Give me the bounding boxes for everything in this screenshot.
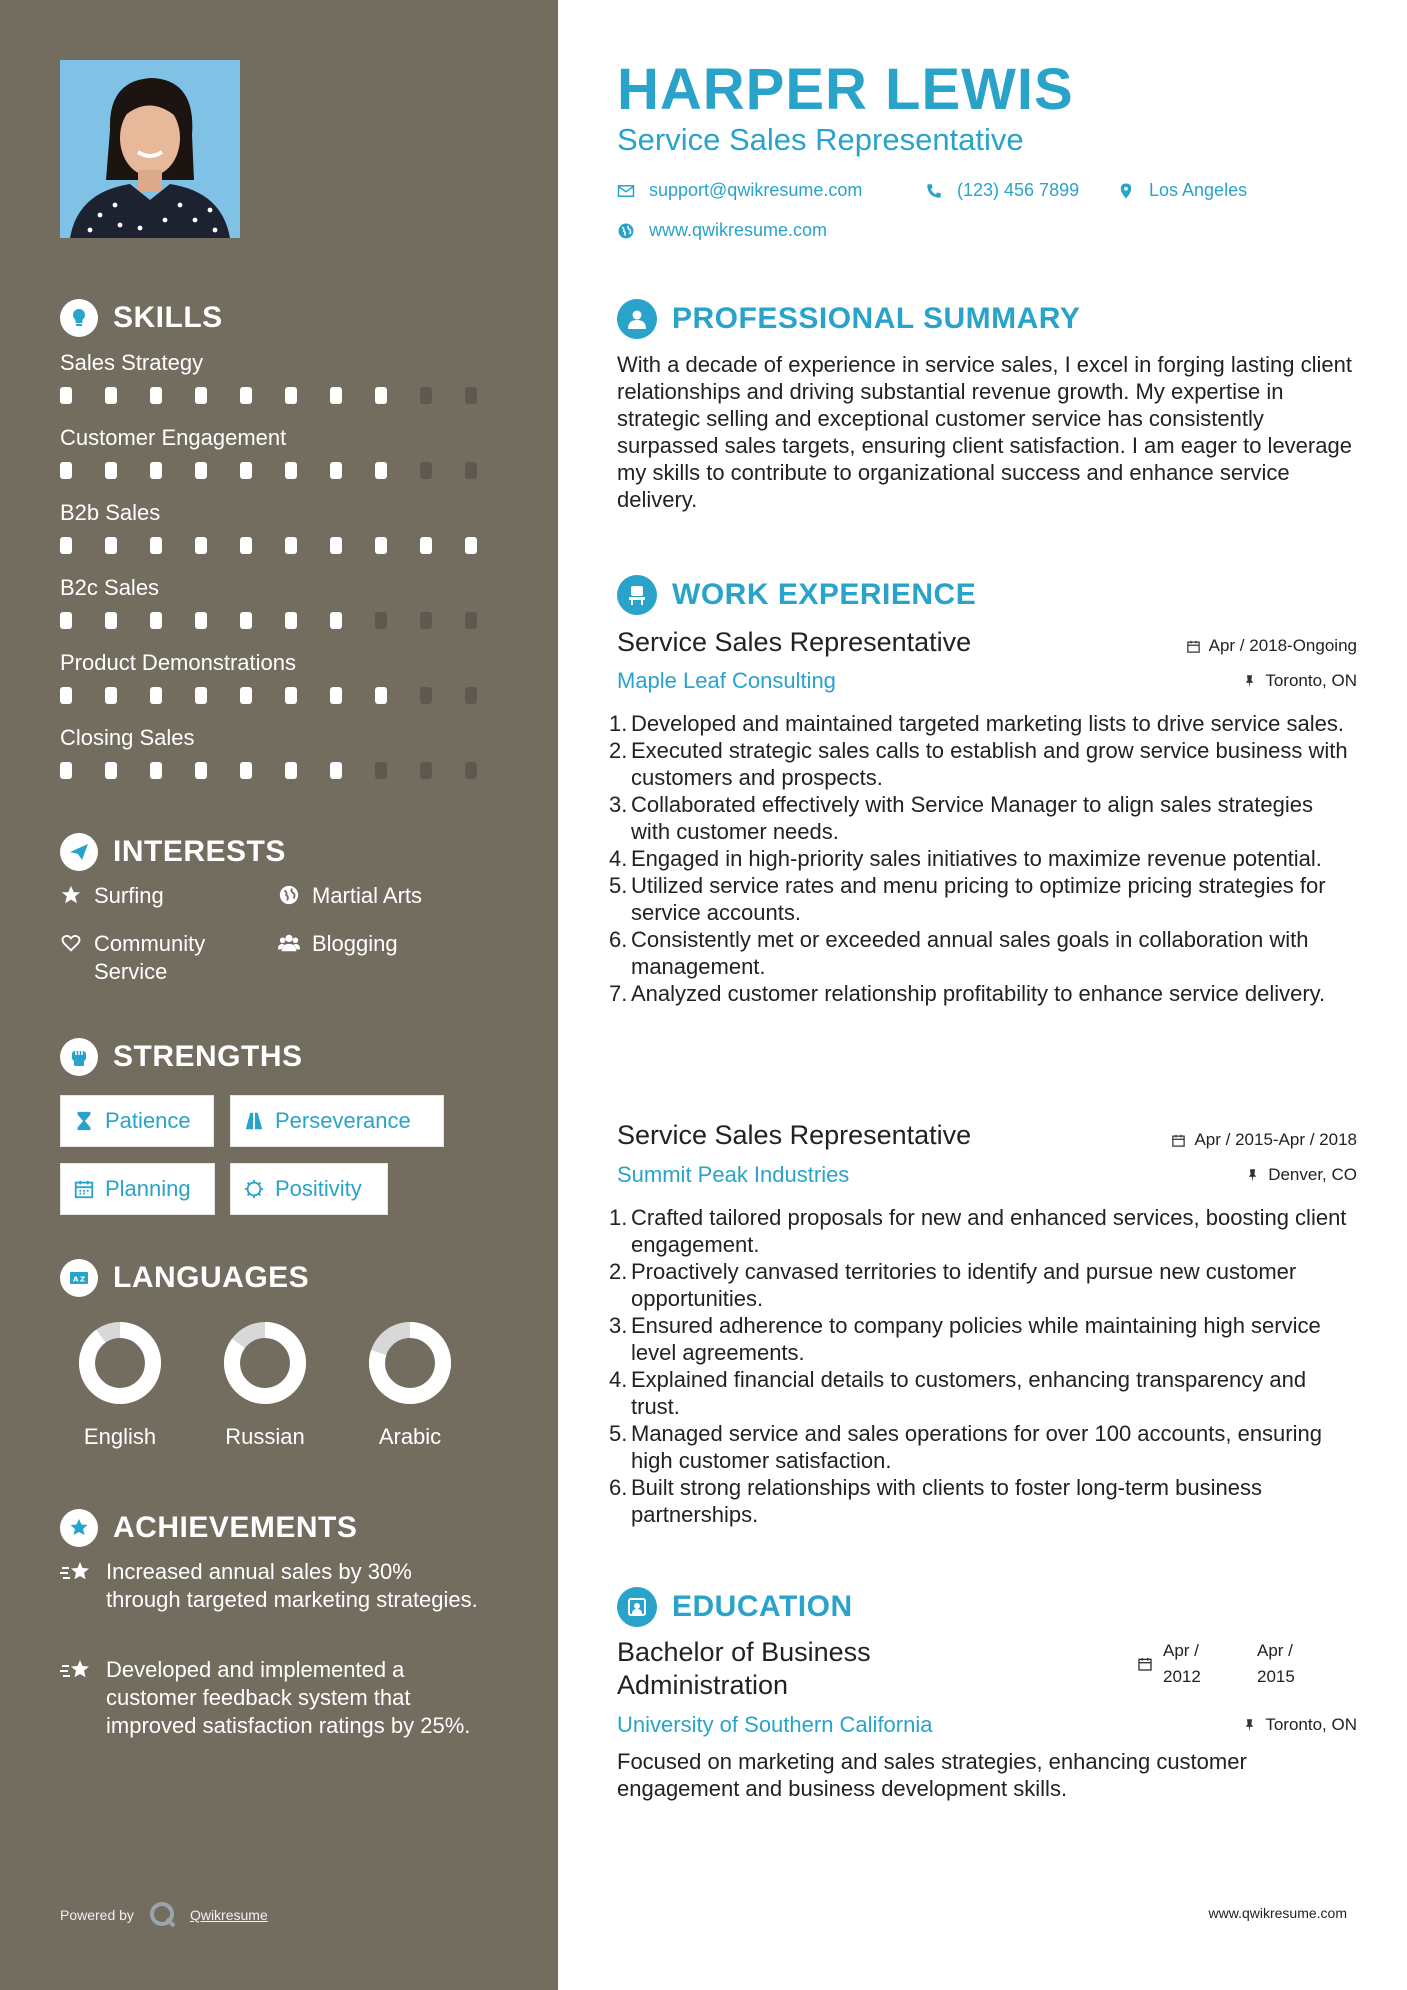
- language-name: Russian: [225, 1424, 305, 1449]
- bullet-number: 1.: [609, 1205, 628, 1230]
- rating-dot: [285, 762, 297, 779]
- paper-plane-icon: [60, 833, 98, 871]
- rating-dot: [330, 387, 342, 404]
- rating-dot: [420, 462, 432, 479]
- bullet-item: [609, 1204, 1349, 1258]
- svg-text:Z: Z: [80, 1275, 86, 1284]
- skills-heading: [60, 298, 223, 338]
- pin-icon: [1242, 1718, 1257, 1733]
- heart-icon: [60, 932, 82, 954]
- skill-rating: [60, 612, 510, 629]
- bullet-number: 6.: [609, 927, 628, 952]
- rating-dot: [240, 537, 252, 554]
- rating-dot: [285, 612, 297, 629]
- strength-chip-positivity: [230, 1163, 388, 1215]
- rating-dot: [60, 762, 72, 779]
- skill-item: [60, 423, 510, 498]
- rating-dot: [375, 762, 387, 779]
- hourglass-icon: [73, 1110, 95, 1132]
- rating-dot: [195, 462, 207, 479]
- education-location: [1242, 1715, 1357, 1735]
- graduate-icon: [617, 1587, 657, 1627]
- bullet-text: Built strong relationships with clients to foster long-term business partnerships.: [631, 1475, 1262, 1527]
- bullet-text: Consistently met or exceeded annual sales goals in collaboration with management.: [631, 927, 1309, 979]
- calendar-icon: [1137, 1656, 1153, 1672]
- skill-item: [60, 573, 510, 648]
- strength-label: Patience: [105, 1108, 191, 1133]
- bullet-item: [609, 980, 1349, 1007]
- skill-name: Customer Engagement: [60, 425, 287, 450]
- bullet-item: [609, 791, 1349, 845]
- contact-email[interactable]: [617, 180, 862, 201]
- job-title: Service Sales Representative: [617, 1120, 972, 1150]
- bullet-text: Explained financial details to customers, enhancing transparency and trust.: [631, 1367, 1307, 1419]
- rating-dot: [375, 612, 387, 629]
- skill-rating: [60, 537, 510, 554]
- rating-dot: [420, 687, 432, 704]
- rating-dot: [420, 537, 432, 554]
- rating-dot: [195, 687, 207, 704]
- rating-dot: [240, 762, 252, 779]
- job-date-text: Apr / 2015-Apr / 2018: [1194, 1130, 1357, 1149]
- rating-dot: [285, 537, 297, 554]
- job-location: [1242, 671, 1357, 691]
- rating-dot: [330, 537, 342, 554]
- rating-dot: [375, 537, 387, 554]
- job-date: [1186, 636, 1357, 656]
- profile-photo: [60, 60, 240, 238]
- achievement-item: [60, 1656, 490, 1740]
- strength-chip-patience: [60, 1095, 214, 1147]
- skill-rating: [60, 462, 510, 479]
- education-start-date: Apr / 2012: [1163, 1641, 1201, 1686]
- interest-label: Surfing: [94, 883, 164, 908]
- shooting-star-icon: [60, 1658, 94, 1686]
- rating-dot: [150, 762, 162, 779]
- bullet-item: [609, 737, 1349, 791]
- achievement-item: [60, 1558, 490, 1614]
- rating-dot: [465, 462, 477, 479]
- skill-item: [60, 348, 510, 423]
- strength-label: Planning: [105, 1176, 191, 1201]
- bullet-text: Analyzed customer relationship profitability to enhance service delivery.: [631, 981, 1326, 1006]
- bullet-number: 4.: [609, 846, 628, 871]
- bullet-text: Crafted tailored proposals for new and enhanced services, boosting client engagement.: [631, 1205, 1347, 1257]
- job-location: [1245, 1165, 1357, 1185]
- road-icon: [243, 1110, 265, 1132]
- bullet-text: Executed strategic sales calls to establish and grow service business with customers and prospects.: [631, 738, 1348, 790]
- globe-icon: [278, 884, 300, 906]
- star-badge-icon: [60, 1509, 98, 1547]
- rating-dot: [240, 612, 252, 629]
- language-name: English: [83, 1424, 157, 1449]
- footer-website[interactable]: www.qwikresume.com: [1208, 1905, 1347, 1921]
- cog-icon: [243, 1178, 265, 1200]
- qwikresume-logo-icon: [148, 1900, 178, 1930]
- rating-dot: [240, 387, 252, 404]
- summary-text: With a decade of experience in service sales, I excel in forging lasting client relationships and driving substantial revenue growth. My expertise in strategic selling and exceptional customer service has consistently surpassed sales targets, ensuring client satisfaction. I am eager to leverage my skills to contribute to organizational success and enhance service delivery.: [617, 352, 1352, 512]
- strengths-heading: [60, 1037, 303, 1077]
- bullet-text: Developed and maintained targeted marketing lists to drive service sales.: [631, 711, 1344, 736]
- bullet-item: [609, 845, 1349, 872]
- bullet-item: [609, 1258, 1349, 1312]
- rating-dot: [60, 462, 72, 479]
- phone-text: (123) 456 7899: [957, 180, 1080, 200]
- bullet-item: [609, 1420, 1349, 1474]
- fist-icon: [60, 1038, 98, 1076]
- skill-rating: [60, 687, 510, 704]
- language-item: [65, 1320, 175, 1450]
- rating-dot: [105, 462, 117, 479]
- achievements-heading: [60, 1508, 357, 1548]
- rating-dot: [330, 762, 342, 779]
- rating-dot: [285, 387, 297, 404]
- language-item: [210, 1320, 320, 1450]
- rating-dot: [60, 537, 72, 554]
- bullet-item: [609, 872, 1349, 926]
- education-heading: [617, 1586, 853, 1628]
- powered-by: [60, 1900, 268, 1930]
- skill-item: [60, 498, 510, 573]
- languages-title: LANGUAGES: [113, 1261, 310, 1294]
- skill-name: B2b Sales: [60, 500, 161, 525]
- pin-icon: [1242, 674, 1257, 689]
- rating-dot: [105, 387, 117, 404]
- users-icon: [278, 932, 300, 954]
- job-location-text: Denver, CO: [1268, 1165, 1357, 1184]
- rating-dot: [105, 762, 117, 779]
- rating-dot: [240, 462, 252, 479]
- language-level-ring: [77, 1320, 163, 1406]
- achievement-text: Increased annual sales by 30% through targeted marketing strategies.: [106, 1559, 478, 1612]
- rating-dot: [195, 612, 207, 629]
- job-date: [1171, 1130, 1357, 1150]
- experience-title: WORK EXPERIENCE: [672, 578, 977, 611]
- rating-dot: [150, 537, 162, 554]
- strengths-title: STRENGTHS: [113, 1040, 303, 1073]
- skill-item: [60, 648, 510, 723]
- rating-dot: [465, 762, 477, 779]
- bullet-number: 5.: [609, 1421, 628, 1446]
- rating-dot: [375, 462, 387, 479]
- rating-dot: [150, 462, 162, 479]
- skill-rating: [60, 387, 510, 404]
- contact-location: [1117, 180, 1247, 201]
- rating-dot: [105, 612, 117, 629]
- contact-website[interactable]: [617, 220, 827, 241]
- interest-martial-arts: [278, 882, 422, 910]
- education-end-date: Apr / 2015: [1257, 1641, 1295, 1686]
- bullet-text: Proactively canvased territories to identify and pursue new customer opportunities.: [631, 1259, 1297, 1311]
- summary-heading: [617, 298, 1080, 340]
- rating-dot: [60, 687, 72, 704]
- job-location-text: Toronto, ON: [1265, 671, 1357, 690]
- interest-community-service: [60, 930, 260, 986]
- bullet-number: 3.: [609, 792, 628, 817]
- shooting-star-icon: [60, 1560, 94, 1588]
- phone-icon: [925, 182, 943, 200]
- bullet-text: Managed service and sales operations for over 100 accounts, ensuring high customer satisfaction.: [631, 1421, 1322, 1473]
- rating-dot: [195, 537, 207, 554]
- website-text: www.qwikresume.com: [649, 220, 828, 240]
- experience-heading: [617, 574, 976, 616]
- language-level-ring: [222, 1320, 308, 1406]
- interest-blogging: [278, 930, 398, 958]
- bullet-item: [609, 926, 1349, 980]
- bullet-item: [609, 1474, 1349, 1528]
- job-title: Service Sales Representative: [617, 627, 972, 657]
- rating-dot: [330, 612, 342, 629]
- rating-dot: [375, 387, 387, 404]
- bullet-text: Utilized service rates and menu pricing to optimize pricing strategies for service accounts.: [631, 873, 1326, 925]
- strength-chip-planning: [60, 1163, 215, 1215]
- bullet-item: [609, 710, 1349, 737]
- bullet-text: Collaborated effectively with Service Manager to align sales strategies with customer needs.: [631, 792, 1313, 844]
- rating-dot: [240, 687, 252, 704]
- pin-icon: [1245, 1168, 1260, 1183]
- rating-dot: [285, 687, 297, 704]
- education-title: EDUCATION: [672, 1590, 853, 1623]
- rating-dot: [195, 387, 207, 404]
- rating-dot: [465, 387, 477, 404]
- rating-dot: [60, 612, 72, 629]
- sidebar: [0, 0, 558, 1990]
- bullet-text: Ensured adherence to company policies while maintaining high service level agreements.: [631, 1313, 1321, 1365]
- interests-heading: [60, 832, 286, 872]
- interest-label: Martial Arts: [312, 883, 423, 908]
- rating-dot: [150, 387, 162, 404]
- strength-label: Perseverance: [275, 1108, 411, 1133]
- school-name: University of Southern California: [617, 1712, 933, 1737]
- chair-icon: [617, 575, 657, 615]
- skill-name: Closing Sales: [60, 725, 195, 750]
- rating-dot: [420, 612, 432, 629]
- bullet-item: [609, 1366, 1349, 1420]
- interest-surfing: [60, 882, 164, 910]
- powered-by-label: Powered by: [60, 1907, 134, 1923]
- interest-label: Community Service: [94, 931, 206, 984]
- education-location-text: Toronto, ON: [1265, 1715, 1357, 1734]
- skill-name: Sales Strategy: [60, 350, 204, 375]
- skill-item: [60, 723, 510, 798]
- bullet-text: Engaged in high-priority sales initiatives to maximize revenue potential.: [631, 846, 1322, 871]
- skills-title: SKILLS: [113, 301, 223, 334]
- candidate-name: HARPER LEWIS: [617, 57, 1074, 122]
- rating-dot: [330, 687, 342, 704]
- summary-title: PROFESSIONAL SUMMARY: [672, 302, 1081, 335]
- globe-icon: [617, 222, 635, 240]
- company-name: Summit Peak Industries: [617, 1162, 850, 1187]
- rating-dot: [420, 387, 432, 404]
- education-description: Focused on marketing and sales strategies, enhancing customer engagement and business development skills.: [617, 1749, 1247, 1801]
- rating-dot: [465, 612, 477, 629]
- rating-dot: [195, 762, 207, 779]
- bullet-number: 4.: [609, 1367, 628, 1392]
- svg-text:A: A: [73, 1275, 79, 1284]
- rating-dot: [105, 537, 117, 554]
- job-bullets: [609, 1204, 1349, 1528]
- company-name: Maple Leaf Consulting: [617, 668, 836, 693]
- skill-name: B2c Sales: [60, 575, 160, 600]
- envelope-icon: [617, 182, 635, 200]
- language-item: [355, 1320, 465, 1450]
- skill-name: Product Demonstrations: [60, 650, 296, 675]
- rating-dot: [285, 462, 297, 479]
- candidate-role: Service Sales Representative: [617, 122, 1024, 157]
- bullet-number: 3.: [609, 1313, 628, 1338]
- calendar-icon: [1186, 639, 1201, 654]
- star-icon: [60, 884, 82, 906]
- bullet-number: 2.: [609, 1259, 628, 1284]
- achievement-text: Developed and implemented a customer feedback system that improved satisfaction ratings by 25%.: [106, 1657, 471, 1738]
- bullet-item: [609, 1312, 1349, 1366]
- bullet-number: 7.: [609, 981, 628, 1006]
- interest-label: Blogging: [312, 931, 398, 956]
- bullet-number: 2.: [609, 738, 628, 763]
- interests-title: INTERESTS: [113, 835, 286, 868]
- portrait-image: [60, 60, 240, 238]
- rating-dot: [150, 612, 162, 629]
- rating-dot: [375, 687, 387, 704]
- rating-dot: [105, 687, 117, 704]
- strength-label: Positivity: [275, 1176, 362, 1201]
- bullet-number: 5.: [609, 873, 628, 898]
- calendar-icon: [73, 1178, 95, 1200]
- rating-dot: [60, 387, 72, 404]
- achievements-title: ACHIEVEMENTS: [113, 1511, 358, 1544]
- languages-heading: [60, 1258, 309, 1298]
- user-icon: [617, 299, 657, 339]
- language-icon: [60, 1259, 98, 1297]
- job-bullets: [609, 710, 1349, 1007]
- bullet-number: 6.: [609, 1475, 628, 1500]
- qwikresume-link[interactable]: Qwikresume: [189, 1907, 268, 1923]
- email-text: support@qwikresume.com: [649, 180, 863, 200]
- strength-chip-perseverance: [230, 1095, 444, 1147]
- language-name: Arabic: [378, 1424, 442, 1449]
- rating-dot: [465, 537, 477, 554]
- calendar-icon: [1171, 1133, 1186, 1148]
- rating-dot: [420, 762, 432, 779]
- lightbulb-icon: [60, 299, 98, 337]
- skills-list: [60, 348, 510, 798]
- location-text: Los Angeles: [1149, 180, 1248, 200]
- contact-phone[interactable]: [925, 180, 1079, 201]
- skill-rating: [60, 762, 510, 779]
- language-level-ring: [367, 1320, 453, 1406]
- rating-dot: [150, 687, 162, 704]
- bullet-number: 1.: [609, 711, 628, 736]
- rating-dot: [465, 687, 477, 704]
- job-date-text: Apr / 2018-Ongoing: [1208, 636, 1357, 655]
- degree-title: Bachelor of Business Administration: [617, 1637, 871, 1700]
- map-pin-icon: [1117, 182, 1135, 200]
- rating-dot: [330, 462, 342, 479]
